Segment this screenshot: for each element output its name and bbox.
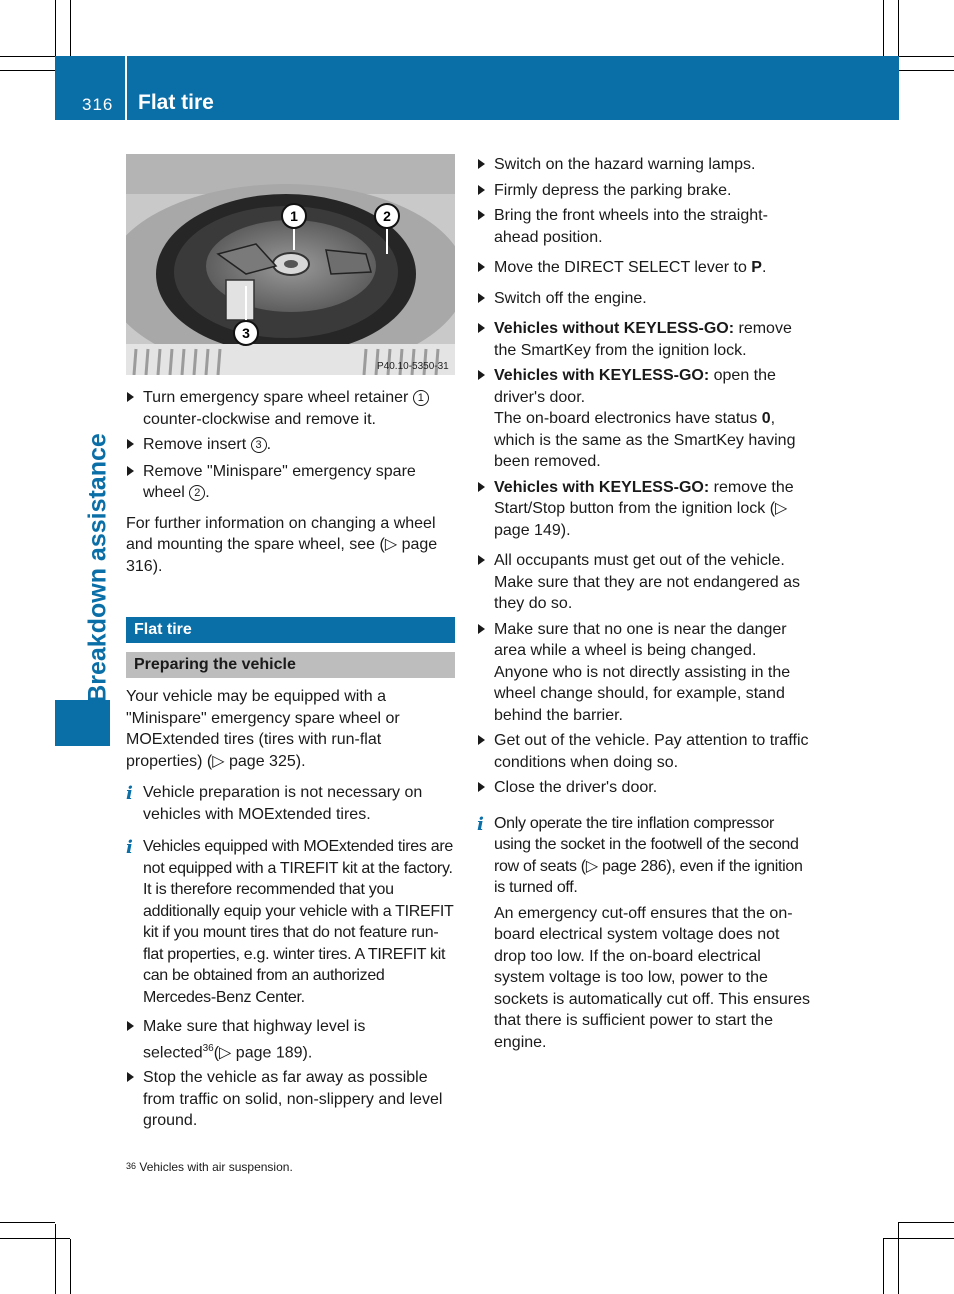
step-get-out — [477, 730, 811, 773]
step-lead: Vehicles with KEYLESS-GO: — [494, 367, 710, 384]
step-hazard-lamps — [477, 154, 811, 176]
step-engine-off — [477, 288, 811, 310]
page-link[interactable]: (▷ page 189). — [213, 1043, 313, 1061]
page-header — [55, 56, 899, 120]
page-number: 316 — [82, 95, 114, 114]
step-text: Move the DIRECT SELECT lever to — [494, 259, 752, 276]
step-text: counter-clockwise and remove it. — [143, 410, 376, 428]
arrow-icon — [478, 262, 485, 272]
crop-mark — [0, 56, 55, 57]
status-value: 0 — [761, 410, 771, 427]
step-with-keyless-door — [477, 365, 811, 473]
left-column-top — [126, 387, 456, 577]
step-text: remove the SmartKey from the ignition lock. — [494, 320, 792, 359]
info-icon: i — [477, 813, 484, 835]
arrow-icon — [478, 782, 485, 792]
crop-mark — [0, 70, 55, 71]
arrow-icon — [478, 159, 485, 169]
callout-3-label: 3 — [242, 325, 250, 341]
arrow-icon — [127, 1021, 134, 1031]
crop-mark — [883, 1239, 884, 1294]
side-tab — [55, 700, 110, 746]
footnote-ref[interactable]: 36 — [202, 1042, 214, 1054]
arrow-icon — [478, 185, 485, 195]
page-title: Flat tire — [138, 91, 214, 114]
step-text: Switch on the hazard warning lamps. — [494, 156, 756, 173]
step-text: remove the Start/Stop button from the ignition lock (▷ page 149). — [494, 478, 794, 539]
info-text: Vehicles equipped with MOExtended tires are not equipped with a TIREFIT kit at the factory. It is therefore recommended that you additionally equip your vehicle with a TIREFIT kit if you mount tires that do not feature run-flat properties, e.g. winter tires. A TIREFIT kit can be obtained from an authorized Mercedes-Benz Center. — [143, 838, 454, 1006]
step-parking-brake — [477, 180, 811, 202]
step-lead: Vehicles with KEYLESS-GO: — [494, 478, 710, 496]
step-text: Remove "Minispare" emergency spare wheel — [143, 462, 416, 501]
info-icon: i — [126, 783, 133, 804]
step-highway-level — [126, 1016, 456, 1063]
callout-2-label: 2 — [383, 208, 391, 224]
footnote-text: Vehicles with air suspension. — [139, 1160, 293, 1174]
step-stop-vehicle — [126, 1067, 456, 1132]
right-column — [477, 154, 811, 1053]
intro-paragraph: Your vehicle may be equipped with a "Minispare" emergency spare wheel or MOExtended tires (tires with run-flat properties) (▷ page 325). — [126, 688, 400, 770]
step-text: All occupants must get out of the vehicle. Make sure that they are not endangered as they do so. — [494, 552, 800, 612]
arrow-icon — [478, 370, 485, 380]
arrow-icon — [478, 624, 485, 634]
footnote — [126, 1160, 293, 1174]
step-occupants-out — [477, 550, 811, 615]
arrow-icon — [127, 1072, 134, 1082]
crop-mark — [898, 0, 899, 56]
step-text: Bring the front wheels into the straight-ahead position. — [494, 207, 768, 246]
figure-code: P40.10-5350-31 — [377, 361, 449, 372]
step-note: The on-board electronics have status — [494, 410, 762, 427]
crop-mark — [70, 0, 71, 56]
callout-1-label: 1 — [290, 208, 298, 224]
step-text: . — [205, 484, 210, 501]
crop-mark — [899, 70, 954, 71]
callout-2 — [375, 204, 399, 228]
crop-mark — [898, 1222, 899, 1294]
crop-mark — [55, 1224, 56, 1294]
crop-mark — [70, 1239, 71, 1294]
callout-3 — [234, 321, 258, 345]
info-text: Vehicle preparation is not necessary on vehicles with MOExtended tires. — [143, 784, 423, 823]
callout-ref-1: 1 — [413, 390, 429, 406]
step-text: Firmly depress the parking brake. — [494, 181, 732, 199]
step-remove-insert — [126, 434, 456, 456]
spare-wheel-figure — [126, 154, 455, 375]
step-text: Switch off the engine. — [494, 289, 647, 307]
step-text: open the driver's door. — [494, 367, 776, 406]
left-column-bottom — [126, 686, 456, 1132]
info-note-3 — [477, 813, 811, 899]
callout-1 — [282, 204, 306, 228]
step-text: Remove insert — [143, 436, 251, 453]
callout-ref-2: 2 — [189, 485, 205, 501]
crop-mark — [883, 0, 884, 56]
arrow-icon — [478, 293, 485, 303]
callout-ref-3: 3 — [251, 437, 267, 453]
crop-mark — [0, 1238, 70, 1239]
step-text: . — [761, 259, 767, 276]
arrow-icon — [478, 482, 485, 492]
subsection-bar — [126, 652, 455, 678]
step-lead: Vehicles without KEYLESS-GO: — [494, 320, 735, 337]
crop-mark — [55, 0, 56, 56]
step-text: Close the driver's door. — [494, 779, 658, 796]
crop-mark — [883, 1238, 954, 1239]
section-title: Flat tire — [134, 621, 192, 638]
arrow-icon — [478, 210, 485, 220]
info-icon: i — [126, 837, 133, 858]
step-with-keyless-button — [477, 477, 811, 542]
step-text: Turn emergency spare wheel retainer — [143, 389, 413, 406]
step-turn-retainer — [126, 387, 456, 430]
step-without-keyless — [477, 318, 811, 361]
further-info-paragraph: For further information on changing a wheel and mounting the spare wheel, see (▷ page 316). — [126, 514, 438, 575]
arrow-icon — [478, 735, 485, 745]
crop-mark — [0, 1222, 55, 1223]
arrow-icon — [127, 439, 134, 449]
info-text: Only operate the tire inflation compressor using the socket in the footwell of the second row of seats (▷ page 286), even if the ignition is turned off. — [494, 814, 803, 896]
subsection-title: Preparing the vehicle — [134, 656, 296, 673]
info-note-1 — [126, 782, 456, 825]
step-text: Stop the vehicle as far away as possible from traffic on solid, non-slippery and level ground. — [143, 1069, 443, 1130]
step-text: . — [266, 436, 272, 453]
step-note: , which is the same as the SmartKey having been removed. — [494, 410, 796, 470]
side-tab-label: Breakdown assistance — [83, 433, 112, 703]
crop-mark — [899, 1222, 954, 1223]
crop-mark — [899, 56, 954, 57]
info-note-3-continued: An emergency cut-off ensures that the on-board electrical system voltage does not drop too low. If the on-board electrical system voltage is too low, power to the sockets is automatically cut off. This ensures that there is sufficient power to start the engine. — [494, 904, 810, 1051]
step-text: Make sure that no one is near the danger area while a wheel is being changed. Anyone who is not directly assisting in the wheel change should, for example, stand behind the barrier. — [494, 620, 791, 724]
footnote-number: 36 — [126, 1161, 137, 1171]
arrow-icon — [478, 323, 485, 333]
arrow-icon — [478, 555, 485, 565]
gear-position: P — [751, 259, 762, 276]
section-bar — [126, 617, 455, 643]
header-divider — [125, 56, 127, 120]
arrow-icon — [127, 392, 134, 402]
step-text: Get out of the vehicle. Pay attention to traffic conditions when doing so. — [494, 732, 809, 771]
step-remove-spare — [126, 461, 456, 504]
step-close-door — [477, 777, 811, 799]
info-note-2 — [126, 836, 456, 1008]
step-front-wheels — [477, 205, 811, 248]
step-text: Make sure that highway level is selected — [143, 1018, 366, 1061]
step-danger-area — [477, 619, 811, 727]
arrow-icon — [127, 466, 134, 476]
step-direct-select — [477, 257, 811, 279]
